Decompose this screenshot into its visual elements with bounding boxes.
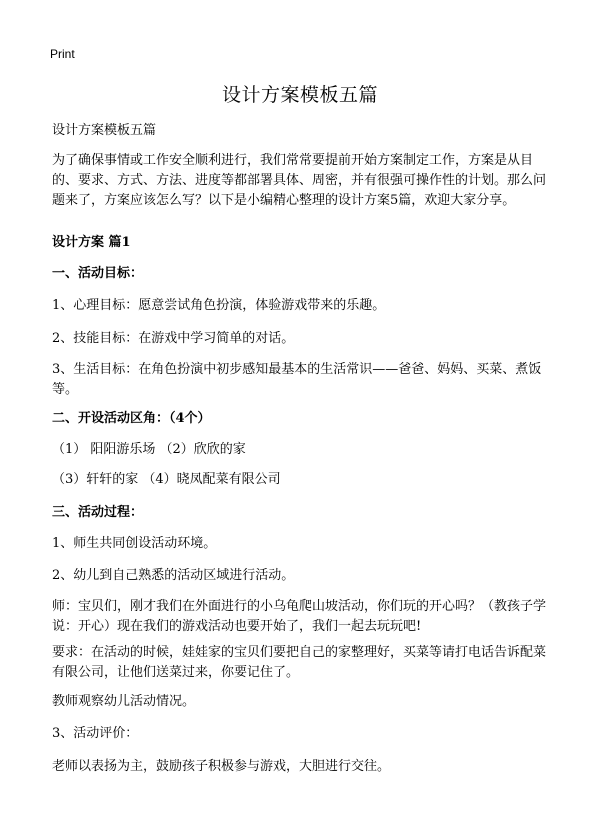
document-subtitle: 设计方案模板五篇 <box>52 123 157 138</box>
evaluation-paragraph: 老师以表扬为主，鼓励孩子积极参与游戏，大胆进行交往。 <box>52 759 391 774</box>
process-step: 1、师生共同创设活动环境。 <box>52 536 217 551</box>
heading-areas: 二、开设活动区角：（4个） <box>52 411 211 426</box>
goal-item: 1、心理目标：愿意尝试角色扮演，体验游戏带来的乐趣。 <box>52 298 386 313</box>
process-step: 2、幼儿到自己熟悉的活动区域进行活动。 <box>52 568 295 583</box>
areas-line: （1） 阳阳游乐场 （2）欣欣的家 <box>52 442 246 457</box>
goal-item: 2、技能目标：在游戏中学习简单的对话。 <box>52 331 295 346</box>
section-heading: 设计方案 篇1 <box>52 235 131 250</box>
heading-process: 三、活动过程： <box>52 505 144 520</box>
areas-line: （3）轩轩的家 （4）晓凤配菜有限公司 <box>52 472 281 487</box>
intro-paragraph: 为了确保事情或工作安全顺利进行，我们常常要提前开始方案制定工作，方案是从目的、要求、方式、方法、进度等都部署具体、周密，并有很强可操作性的计划。那么问题来了，方案应该怎么写？以下是小编精心整理的设计方案5篇，欢迎大家分享。 <box>52 153 547 208</box>
print-link[interactable]: Print <box>50 47 75 61</box>
observe-paragraph: 教师观察幼儿活动情况。 <box>52 694 196 709</box>
requirement-paragraph: 要求：在活动的时候，娃娃家的宝贝们要把自己的家整理好，买菜等请打电话告诉配菜有限公司，让他们送菜过来，你要记住了。 <box>52 645 547 680</box>
page-title: 设计方案模板五篇 <box>221 84 378 106</box>
process-step: 3、活动评价： <box>52 726 139 741</box>
heading-goals: 一、活动目标： <box>52 266 144 281</box>
goal-item: 3、生活目标：在角色扮演中初步感知最基本的生活常识——爸爸、妈妈、买菜、煮饭等。 <box>52 362 542 397</box>
teacher-speech: 师：宝贝们，刚才我们在外面进行的小乌龟爬山坡活动，你们玩的开心吗？（教孩子学说：开心）现在我们的游戏活动也要开始了，我们一起去玩玩吧! <box>52 599 547 634</box>
